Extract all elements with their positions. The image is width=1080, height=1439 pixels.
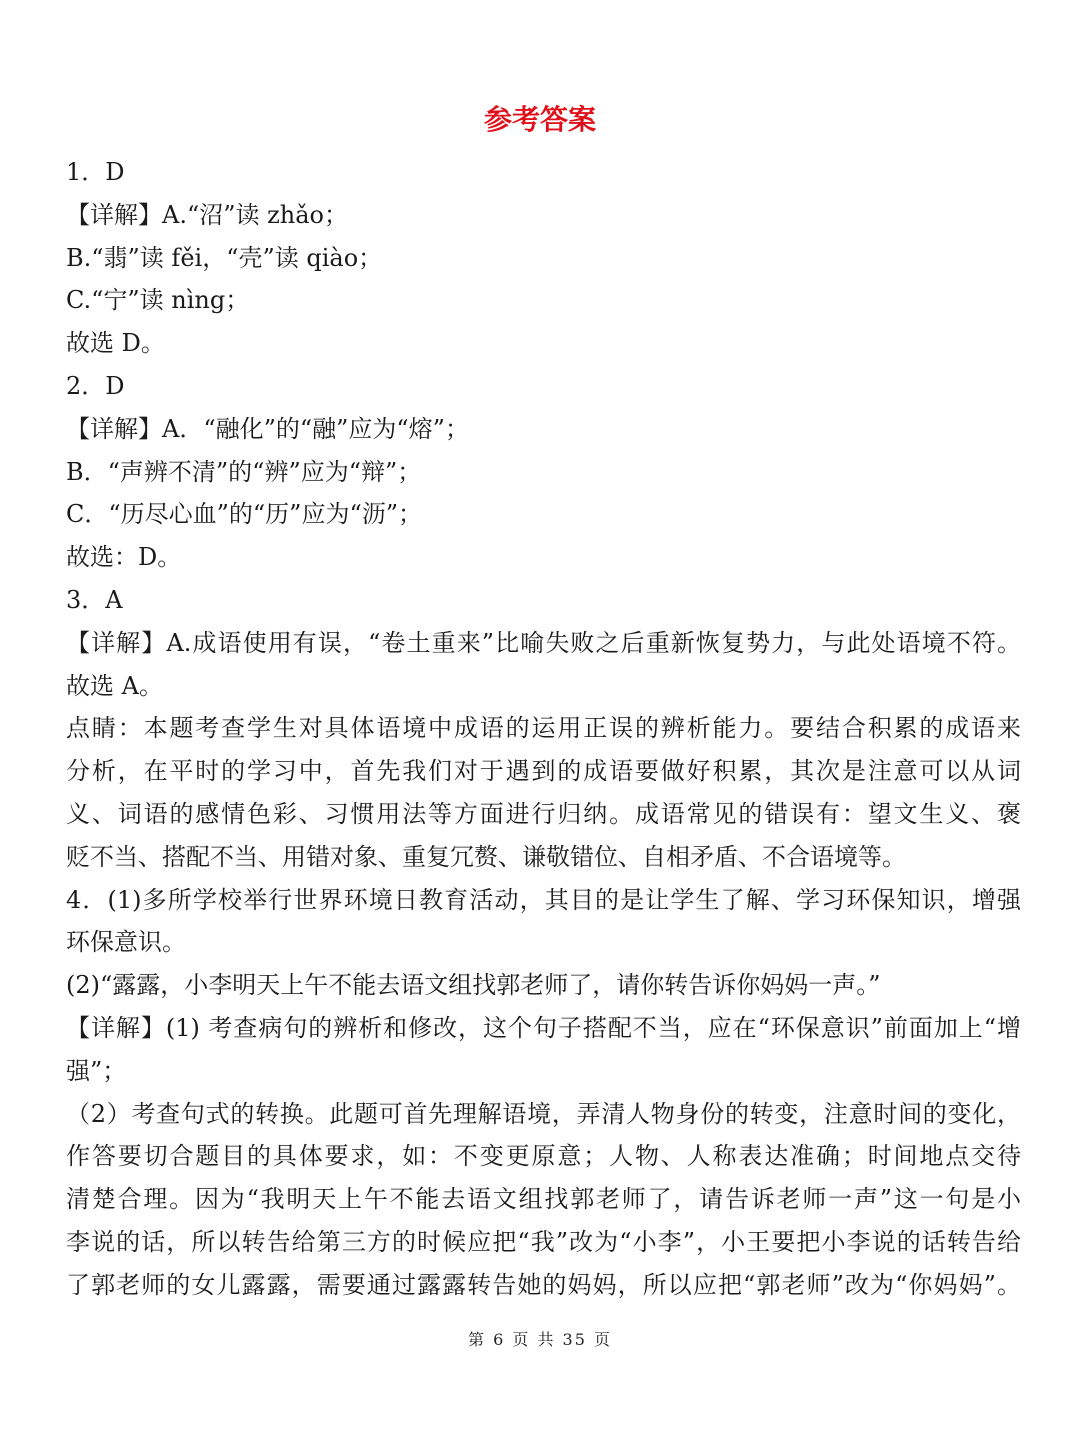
text-line: 1．D: [66, 158, 125, 186]
text-line: B．“声辨不清”的“辨”应为“辩”；: [66, 457, 422, 486]
text-line: 3．A: [66, 585, 123, 614]
text-line: 环保意识。: [66, 928, 186, 957]
text-line: 了郭老师的女儿露露，需要通过露露转告她的妈妈，所以应把“郭老师”改为“你妈妈”。: [66, 1270, 1021, 1299]
text-line: 强”；: [66, 1056, 127, 1085]
page-title: 参考答案: [483, 103, 596, 136]
text-line: 故选 A。: [66, 671, 163, 700]
text-line: (2)“露露，小李明天上午不能去语文组找郭老师了，请你转告诉你妈妈一声。”: [66, 971, 881, 1000]
text-line: 清楚合理。因为“我明天上午不能去语文组找郭老师了，请告诉老师一声”这一句是小: [66, 1185, 1021, 1214]
text-line: 分析，在平时的学习中，首先我们对于遇到的成语要做好积累，其次是注意可以从词: [66, 757, 1021, 786]
text-line: 义、词语的感情色彩、习惯用法等方面进行归纳。成语常见的错误有：望文生义、褒: [66, 799, 1021, 828]
text-line: 故选：D。: [66, 543, 182, 572]
text-line: 2．D: [66, 371, 125, 400]
text-line: 点睛：本题考查学生对具体语境中成语的运用正误的辨析能力。要结合积累的成语来: [66, 714, 1021, 743]
text-line: 贬不当、搭配不当、用错对象、重复冗赘、谦敬错位、自相矛盾、不合语境等。: [66, 842, 906, 871]
text-line: C.“宁”读 nìng；: [66, 286, 250, 315]
text-line: 【详解】A.成语使用有误，“卷土重来”比喻失败之后重新恢复势力，与此处语境不符。: [66, 628, 1021, 657]
text-line: （2）考查句式的转换。此题可首先理解语境，弄清人物身份的转变，注意时间的变化，: [66, 1099, 1021, 1128]
text-line: 作答要切合题目的具体要求，如：不变更原意；人物、人称表达准确；时间地点交待: [66, 1142, 1021, 1171]
page-footer: 第 6 页 共 35 页: [468, 1330, 612, 1349]
text-line: 4．(1)多所学校举行世界环境日教育活动，其目的是让学生了解、学习环保知识，增强: [66, 885, 1021, 914]
text-line: C．“历尽心血”的“历”应为“沥”；: [66, 500, 422, 529]
text-line: 【详解】A．“融化”的“融”应为“熔”；: [66, 414, 469, 443]
text-line: 【详解】(1) 考查病句的辨析和修改，这个句子搭配不当，应在“环保意识”前面加上“增: [66, 1013, 1021, 1042]
answer-body: [66, 151, 1021, 1307]
text-line: B.“翡”读 fěi，“壳”读 qiào；: [66, 243, 383, 272]
text-line: 【详解】A.“沼”读 zhǎo；: [66, 200, 348, 229]
text-line: 故选 D。: [66, 329, 165, 358]
text-line: 李说的话，所以转告给第三方的时候应把“我”改为“小李”，小王要把小李说的话转告给: [66, 1227, 1021, 1256]
